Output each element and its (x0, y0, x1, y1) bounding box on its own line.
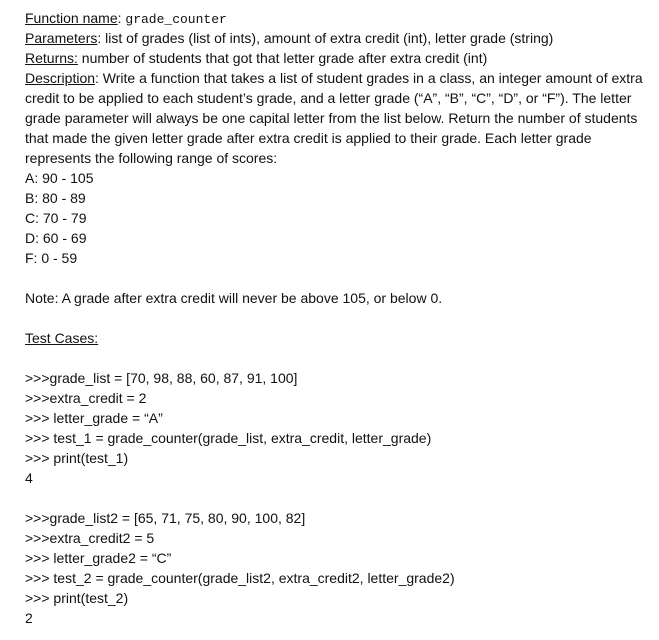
returns-text: number of students that got that letter grade after extra credit (int) (77, 50, 488, 66)
description-text: : Write a function that takes a list of student grades in a class, an integer amount of extra credit to be applied to each student’s grade, and a letter grade (“A”, “B”, “C”, “D”, or “F”). The letter grade parameter will always be one capital letter from the list below. Return the number of students that made the given letter grade after extra credit is applied to their grade. Each letter grade represents the following range of scores: (25, 70, 643, 166)
description-paragraph (25, 68, 645, 168)
spacer (25, 348, 645, 368)
test1-line-4: >>> test_1 = grade_counter(grade_list, extra_credit, letter_grade) (25, 430, 432, 446)
test2-output: 2 (25, 610, 33, 626)
description-label: Description (25, 70, 96, 86)
parameters-text: list of grades (list of ints), amount of extra credit (int), letter grade (string) (105, 30, 554, 46)
grade-range-a: A: 90 - 105 (25, 170, 94, 186)
test1-line-5: >>> print(test_1) (25, 450, 129, 466)
test-cases-label: Test Cases: (25, 330, 99, 346)
spacer (25, 308, 645, 328)
test2-line-1: >>>grade_list2 = [65, 71, 75, 80, 90, 100, 82] (25, 510, 306, 526)
test1-line-3: >>> letter_grade = “A” (25, 410, 163, 426)
returns-label: Returns: (25, 50, 78, 66)
function-name-line: Function name: grade_counter (25, 10, 227, 27)
test1-output: 4 (25, 470, 33, 486)
test1-line-1: >>>grade_list = [70, 98, 88, 60, 87, 91, 100] (25, 370, 298, 386)
grade-range-b: B: 80 - 89 (25, 190, 86, 206)
parameters-label: Parameters (25, 30, 98, 46)
test1-line-2: >>>extra_credit = 2 (25, 390, 147, 406)
returns-line (25, 48, 645, 68)
grade-range-d: D: 60 - 69 (25, 230, 87, 246)
test2-line-3: >>> letter_grade2 = “C” (25, 550, 172, 566)
grade-range-f: F: 0 - 59 (25, 250, 78, 266)
function-name-label: Function name (25, 10, 118, 26)
function-name-value: grade_counter (125, 12, 227, 27)
note-text: Note: A grade after extra credit will never be above 105, or below 0. (25, 290, 443, 306)
test2-line-2: >>>extra_credit2 = 5 (25, 530, 155, 546)
parameters-line: Parameters: list of grades (list of ints), amount of extra credit (int), letter grade (string) (25, 30, 554, 46)
spacer (25, 488, 645, 508)
grade-range-c: C: 70 - 79 (25, 210, 87, 226)
spacer (25, 268, 645, 288)
test2-line-4: >>> test_2 = grade_counter(grade_list2, extra_credit2, letter_grade2) (25, 570, 455, 586)
test-cases-title (25, 328, 645, 348)
test2-line-5: >>> print(test_2) (25, 590, 129, 606)
